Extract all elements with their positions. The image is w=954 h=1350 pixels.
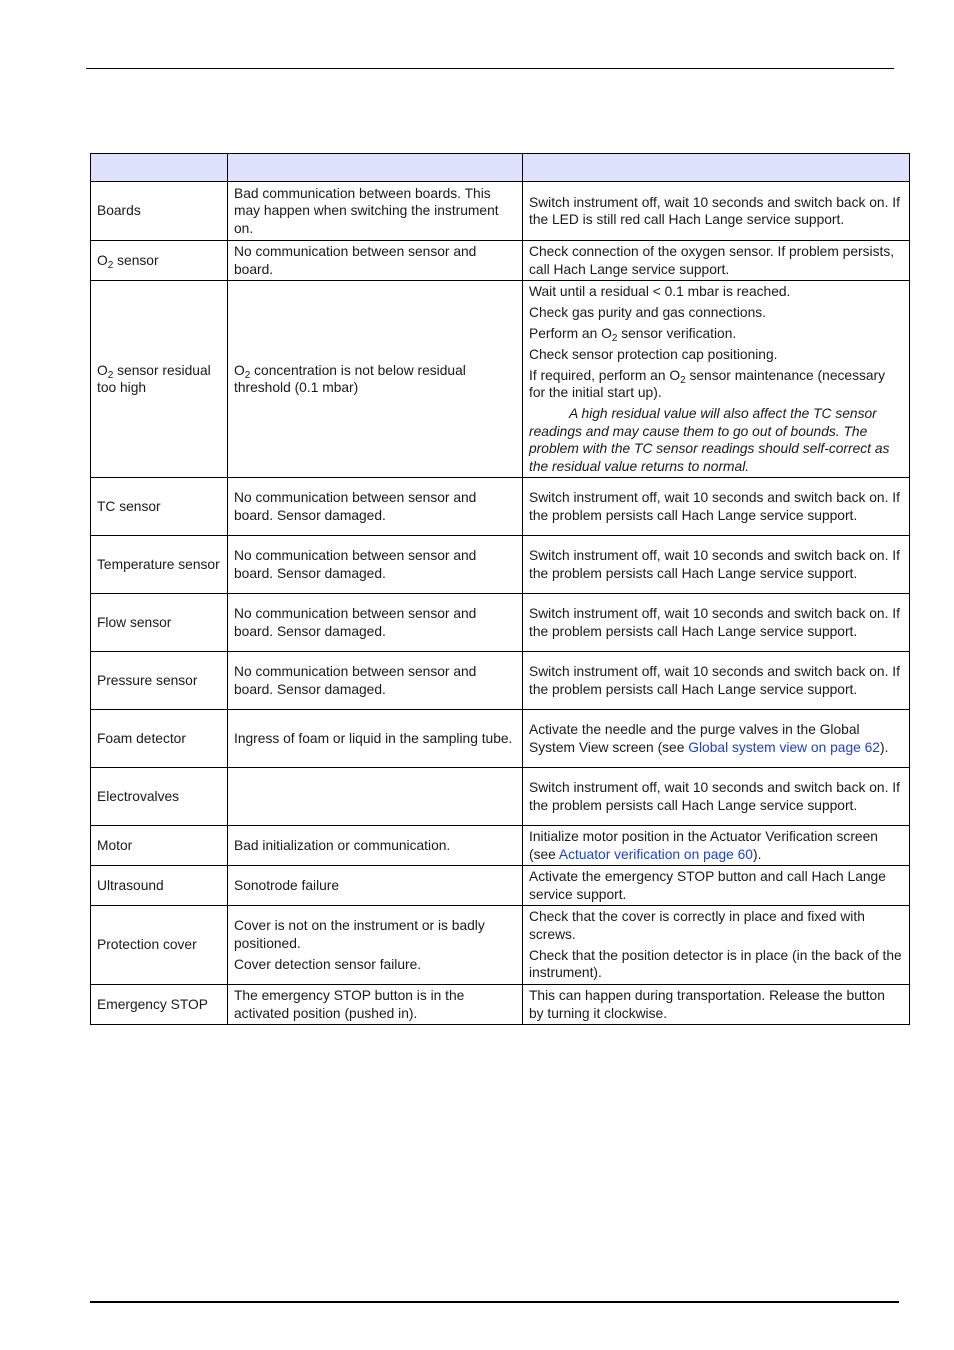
subscript: 2 bbox=[107, 369, 114, 381]
component-cell: Pressure sensor bbox=[91, 652, 228, 710]
table-row bbox=[91, 710, 910, 768]
action-cell bbox=[523, 826, 910, 866]
action-cell bbox=[523, 594, 910, 652]
footer-rule bbox=[90, 1301, 899, 1303]
subscript: 2 bbox=[611, 332, 618, 344]
action-cell bbox=[523, 536, 910, 594]
action-cell bbox=[523, 710, 910, 768]
action-cell bbox=[523, 652, 910, 710]
action-fragment: ). bbox=[752, 846, 762, 862]
action-text bbox=[529, 367, 903, 402]
action-cell bbox=[523, 906, 910, 985]
action-text: Wait until a residual < 0.1 mbar is reached. bbox=[529, 283, 791, 299]
table-row bbox=[91, 536, 910, 594]
cause-cell bbox=[228, 281, 523, 478]
header-cell-cause bbox=[228, 154, 523, 182]
action-cell bbox=[523, 478, 910, 536]
table-row bbox=[91, 478, 910, 536]
action-fragment: If required, perform an O bbox=[529, 367, 681, 383]
subscript: 2 bbox=[244, 369, 251, 381]
action-text: Switch instrument off, wait 10 seconds and switch back on. If the problem persists call Hach Lange service support. bbox=[529, 780, 900, 813]
cause-cell bbox=[228, 985, 523, 1025]
action-cell bbox=[523, 985, 910, 1025]
component-cell: Emergency STOP bbox=[91, 985, 228, 1025]
action-text: Check connection of the oxygen sensor. If problem persists, call Hach Lange service support. bbox=[529, 244, 895, 277]
cause-text: Cover is not on the instrument or is badly positioned. bbox=[234, 918, 485, 951]
action-fragment: sensor maintenance (necessary for the initial start up). bbox=[529, 367, 886, 401]
action-text: Switch instrument off, wait 10 seconds and switch back on. If the LED is still red call Hach Lange service support. bbox=[529, 194, 900, 227]
component-cell bbox=[91, 281, 228, 478]
component-text: O bbox=[97, 362, 108, 378]
actuator-verification-link[interactable]: Actuator verification on page 60 bbox=[558, 846, 753, 862]
action-text bbox=[529, 721, 903, 756]
table-row bbox=[91, 768, 910, 826]
component-cell: TC sensor bbox=[91, 478, 228, 536]
component-cell bbox=[91, 241, 228, 281]
cause-cell bbox=[228, 241, 523, 281]
note-text bbox=[529, 405, 903, 475]
action-cell bbox=[523, 281, 910, 478]
table-header-row bbox=[91, 154, 910, 182]
cause-cell bbox=[228, 478, 523, 536]
component-cell: Motor bbox=[91, 826, 228, 866]
component-text: sensor residual too high bbox=[97, 362, 211, 395]
cause-text: Sonotrode failure bbox=[234, 877, 340, 893]
table-row bbox=[91, 985, 910, 1025]
action-text: Switch instrument off, wait 10 seconds and switch back on. If the problem persists call Hach Lange service support. bbox=[529, 664, 900, 697]
cause-text: concentration is not below residual threshold (0.1 mbar) bbox=[234, 362, 466, 395]
component-text: sensor bbox=[113, 252, 159, 268]
cause-text: O bbox=[234, 362, 245, 378]
cause-text: No communication between sensor and board. bbox=[234, 244, 477, 277]
action-text: Switch instrument off, wait 10 seconds and switch back on. If the problem persists call Hach Lange service support. bbox=[529, 606, 900, 639]
cause-cell bbox=[228, 710, 523, 768]
cause-cell bbox=[228, 182, 523, 241]
action-cell bbox=[523, 241, 910, 281]
cause-cell bbox=[228, 826, 523, 866]
cause-cell bbox=[228, 906, 523, 985]
note-body: A high residual value will also affect the TC sensor readings and may cause them to go out of bounds. The problem with the TC sensor readings should self-correct as the residual value returns to normal. bbox=[529, 406, 890, 474]
cause-cell bbox=[228, 866, 523, 906]
table-row bbox=[91, 182, 910, 241]
cause-cell bbox=[228, 768, 523, 826]
component-cell: Temperature sensor bbox=[91, 536, 228, 594]
action-text: Check that the position detector is in place (in the back of the instrument). bbox=[529, 947, 902, 981]
cause-text: No communication between sensor and board. Sensor damaged. bbox=[234, 490, 477, 523]
component-cell: Protection cover bbox=[91, 906, 228, 985]
table-row bbox=[91, 652, 910, 710]
action-cell bbox=[523, 768, 910, 826]
header-cell-component bbox=[91, 154, 228, 182]
table-row bbox=[91, 241, 910, 281]
global-system-view-link[interactable]: Global system view on page 62 bbox=[688, 739, 880, 755]
action-text: Activate the emergency STOP button and call Hach Lange service support. bbox=[529, 869, 886, 902]
cause-text: No communication between sensor and board. Sensor damaged. bbox=[234, 606, 477, 639]
table-row bbox=[91, 826, 910, 866]
header-cell-action bbox=[523, 154, 910, 182]
table-row bbox=[91, 906, 910, 985]
cause-text: Ingress of foam or liquid in the sampling tube. bbox=[234, 730, 513, 746]
table-row bbox=[91, 594, 910, 652]
action-cell bbox=[523, 866, 910, 906]
action-fragment: Initialize motor position in the Actuator Verification screen (see bbox=[529, 829, 878, 862]
table-row bbox=[91, 281, 910, 478]
subscript: 2 bbox=[107, 259, 114, 271]
component-cell: Flow sensor bbox=[91, 594, 228, 652]
cause-cell bbox=[228, 652, 523, 710]
component-text: O bbox=[97, 252, 108, 268]
component-cell: Electrovalves bbox=[91, 768, 228, 826]
component-cell: Ultrasound bbox=[91, 866, 228, 906]
cause-text: The emergency STOP button is in the activated position (pushed in). bbox=[234, 988, 465, 1021]
header-rule bbox=[86, 68, 894, 69]
cause-text: Cover detection sensor failure. bbox=[234, 956, 422, 972]
action-fragment: Perform an O bbox=[529, 325, 612, 341]
component-cell: Boards bbox=[91, 182, 228, 241]
action-text bbox=[529, 828, 903, 863]
cause-text: Bad communication between boards. This may happen when switching the instrument on. bbox=[234, 185, 499, 236]
cause-cell bbox=[228, 536, 523, 594]
cause-text: Bad initialization or communication. bbox=[234, 837, 451, 853]
action-text: Check gas purity and gas connections. bbox=[529, 304, 766, 320]
cause-text: No communication between sensor and board. Sensor damaged. bbox=[234, 548, 477, 581]
troubleshooting-table bbox=[90, 153, 910, 1025]
component-cell: Foam detector bbox=[91, 710, 228, 768]
table-row bbox=[91, 866, 910, 906]
action-text: Switch instrument off, wait 10 seconds and switch back on. If the problem persists call Hach Lange service support. bbox=[529, 490, 900, 523]
action-fragment: ). bbox=[879, 739, 889, 755]
action-text bbox=[529, 325, 903, 343]
action-text: This can happen during transportation. Release the button by turning it clockwise. bbox=[529, 988, 885, 1021]
action-text: Switch instrument off, wait 10 seconds and switch back on. If the problem persists call Hach Lange service support. bbox=[529, 548, 900, 581]
cause-text: No communication between sensor and board. Sensor damaged. bbox=[234, 664, 477, 697]
action-cell bbox=[523, 182, 910, 241]
cause-cell bbox=[228, 594, 523, 652]
action-fragment: Activate the needle and the purge valves in the Global System View screen (see bbox=[529, 722, 860, 755]
subscript: 2 bbox=[680, 374, 686, 386]
action-text: Check that the cover is correctly in place and fixed with screws. bbox=[529, 909, 865, 942]
action-fragment: sensor verification. bbox=[617, 325, 737, 341]
action-text: Check sensor protection cap positioning. bbox=[529, 346, 778, 362]
